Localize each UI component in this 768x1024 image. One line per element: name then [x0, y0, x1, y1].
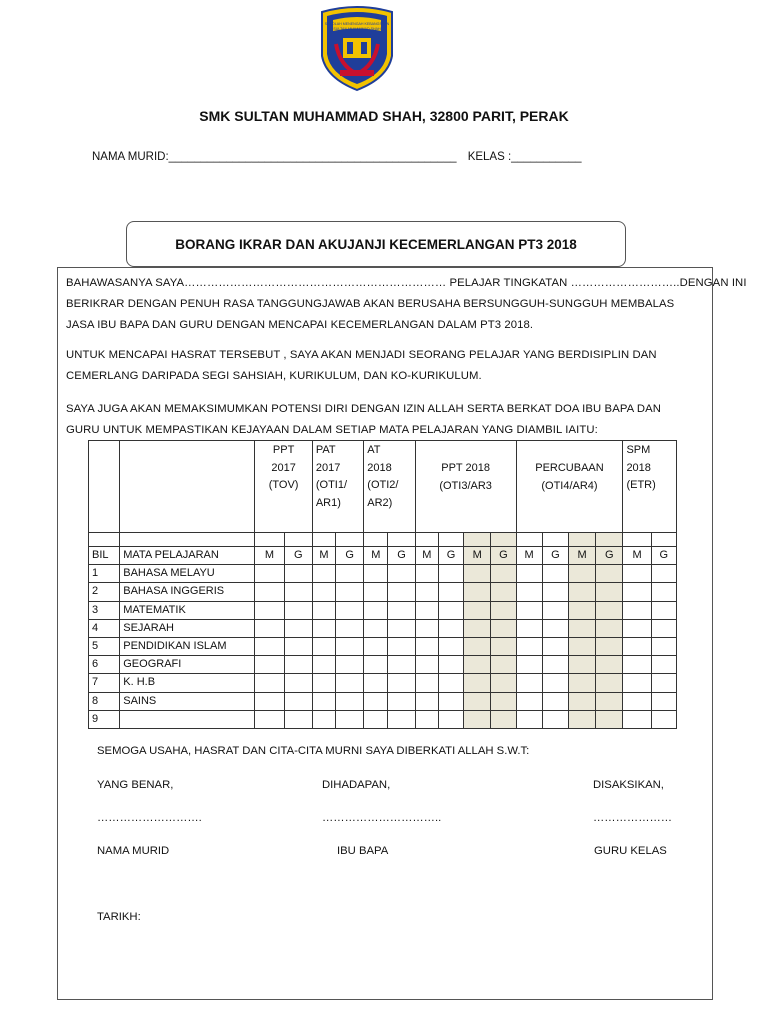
header-percubaan-line: (OTI4/AR4): [541, 479, 598, 492]
header-pat2017-line: PAT: [315, 444, 336, 456]
spacer-cell: [596, 533, 623, 547]
grade-col-header: G: [336, 547, 364, 565]
bil-header: BIL: [89, 547, 120, 565]
header-spm2018: [623, 441, 677, 533]
school-crest-logo: [318, 4, 396, 92]
grade-cell[interactable]: [284, 692, 312, 710]
grade-cell[interactable]: [491, 619, 516, 637]
marks-cell[interactable]: [516, 674, 542, 692]
grade-cell[interactable]: [336, 692, 364, 710]
grade-cell[interactable]: [438, 619, 463, 637]
student-name-label: NAMA MURID:: [92, 151, 169, 163]
class-label: KELAS :: [467, 151, 512, 163]
header-spm2018-line: SPM: [626, 444, 651, 456]
marks-cell[interactable]: [255, 674, 284, 692]
marks-cell[interactable]: [623, 674, 651, 692]
marks-cell[interactable]: [415, 583, 438, 601]
sig-teacher-salutation: DISAKSIKAN,: [593, 779, 664, 791]
marks-cell[interactable]: [568, 583, 595, 601]
header-ppt2017-line: PPT: [272, 444, 295, 456]
marks-cell[interactable]: [415, 710, 438, 728]
grade-cell[interactable]: [542, 601, 568, 619]
spacer-cell: [255, 533, 284, 547]
marks-col-header: M: [255, 547, 284, 565]
marks-cell[interactable]: [364, 565, 388, 583]
grade-cell[interactable]: [438, 601, 463, 619]
header-at2018-line: AR2): [367, 496, 393, 509]
subject-header: MATA PELAJARAN: [120, 547, 255, 565]
marks-cell[interactable]: [623, 565, 651, 583]
header-ppt2018-line: PPT 2018: [441, 462, 490, 474]
subject-name: PENDIDIKAN ISLAM: [120, 637, 255, 655]
subject-name: BAHASA MELAYU: [120, 565, 255, 583]
marks-cell[interactable]: [464, 637, 491, 655]
marks-cell[interactable]: [312, 619, 335, 637]
grade-cell[interactable]: [336, 674, 364, 692]
grade-cell[interactable]: [596, 692, 623, 710]
subject-name: K. H.B: [120, 674, 255, 692]
header-at2018-line: 2018: [367, 461, 392, 474]
grade-cell[interactable]: [438, 710, 463, 728]
pledge-paragraph-1: [66, 273, 747, 336]
grade-cell[interactable]: [491, 583, 516, 601]
marks-col-header: M: [568, 547, 595, 565]
grade-cell[interactable]: [284, 710, 312, 728]
marks-cell[interactable]: [464, 565, 491, 583]
grade-cell[interactable]: [284, 674, 312, 692]
header-ppt2017-line: (TOV): [268, 479, 299, 491]
sig-teacher-role: GURU KELAS: [594, 845, 667, 857]
subject-name: [120, 710, 255, 728]
spacer-cell: [312, 533, 335, 547]
marks-cell[interactable]: [312, 656, 335, 674]
grade-cell[interactable]: [596, 656, 623, 674]
marks-cell[interactable]: [623, 637, 651, 655]
marks-cell[interactable]: [364, 637, 388, 655]
marks-cell[interactable]: [568, 619, 595, 637]
grade-cell[interactable]: [651, 583, 676, 601]
grade-cell[interactable]: [388, 656, 415, 674]
marks-cell[interactable]: [255, 583, 284, 601]
marks-cell[interactable]: [255, 619, 284, 637]
grade-cell[interactable]: [542, 710, 568, 728]
marks-cell[interactable]: [516, 637, 542, 655]
student-name-line: [92, 151, 582, 163]
grade-cell[interactable]: [388, 710, 415, 728]
header-pat2017-line: AR1): [315, 496, 341, 509]
header-pat2017-line: 2017: [315, 461, 341, 474]
subject-name: SAINS: [120, 692, 255, 710]
sig-parent-dots: …………………………..: [322, 812, 442, 824]
marks-cell[interactable]: [516, 656, 542, 674]
subject-name: SEJARAH: [120, 619, 255, 637]
row-number: 9: [89, 710, 120, 728]
header-ppt2017: [255, 441, 312, 533]
grade-cell[interactable]: [651, 674, 676, 692]
marks-cell[interactable]: [255, 656, 284, 674]
sig-parent-salutation: DIHADAPAN,: [322, 779, 391, 791]
grade-cell[interactable]: [336, 637, 364, 655]
row-number: 6: [89, 656, 120, 674]
sig-student-dots: ……………………….: [97, 812, 202, 824]
grade-col-header: G: [596, 547, 623, 565]
grade-cell[interactable]: [388, 692, 415, 710]
paragraph-line: GURU UNTUK MEMPASTIKAN KEJAYAAN DALAM SETIAP MATA PELAJARAN YANG DIAMBIL IAITU:: [66, 424, 598, 436]
header-blank-subject: [120, 441, 255, 533]
row-number: 4: [89, 619, 120, 637]
sig-parent-role: IBU BAPA: [337, 845, 389, 857]
subject-row: [89, 565, 677, 583]
grade-cell[interactable]: [388, 619, 415, 637]
grade-cell[interactable]: [542, 637, 568, 655]
crest-top-text: SEKOLAH MENENGAH KEBANGSAAN: [324, 22, 390, 26]
subject-name: BAHASA INGGERIS: [120, 583, 255, 601]
spacer-cell: [438, 533, 463, 547]
paragraph-line: CEMERLANG DARIPADA SEGI SAHSIAH, KURIKULUM, DAN KO-KURIKULUM.: [66, 370, 482, 382]
marks-cell[interactable]: [623, 656, 651, 674]
spacer-cell: [120, 533, 255, 547]
grade-cell[interactable]: [596, 674, 623, 692]
grade-cell[interactable]: [438, 583, 463, 601]
row-number: 2: [89, 583, 120, 601]
grade-cell[interactable]: [491, 692, 516, 710]
marks-cell[interactable]: [568, 710, 595, 728]
marks-col-header: M: [623, 547, 651, 565]
grade-cell[interactable]: [542, 583, 568, 601]
marks-cell[interactable]: [623, 601, 651, 619]
paragraph-line: BAHAWASANYA SAYA…………………………………………………………… PELAJAR TINGKATAN ………………………..DENGAN INI: [66, 277, 747, 289]
spacer-cell: [542, 533, 568, 547]
grade-cell[interactable]: [542, 656, 568, 674]
marks-cell[interactable]: [568, 637, 595, 655]
marks-cell[interactable]: [568, 565, 595, 583]
marks-cell[interactable]: [415, 637, 438, 655]
subject-row: [89, 619, 677, 637]
marks-cell[interactable]: [464, 710, 491, 728]
spacer-cell: [516, 533, 542, 547]
grade-col-header: G: [542, 547, 568, 565]
header-at2018-line: (OTI2/: [367, 479, 399, 491]
grade-cell[interactable]: [336, 565, 364, 583]
marks-col-header: M: [464, 547, 491, 565]
marks-cell[interactable]: [364, 656, 388, 674]
marks-cell[interactable]: [464, 601, 491, 619]
marks-cell[interactable]: [568, 656, 595, 674]
class-blank: ___________: [511, 151, 582, 163]
grade-cell[interactable]: [336, 656, 364, 674]
subject-name: GEOGRAFI: [120, 656, 255, 674]
sig-teacher-dots: …………………: [593, 812, 673, 824]
spacer-cell: [491, 533, 516, 547]
marks-cell[interactable]: [464, 583, 491, 601]
marks-cell[interactable]: [415, 656, 438, 674]
marks-cell[interactable]: [364, 583, 388, 601]
header-pat2017: [312, 441, 363, 533]
marks-cell[interactable]: [255, 601, 284, 619]
spacer-cell: [89, 533, 120, 547]
marks-cell[interactable]: [623, 583, 651, 601]
header-percubaan: [516, 441, 623, 533]
row-number: 8: [89, 692, 120, 710]
marks-cell[interactable]: [255, 710, 284, 728]
grade-cell[interactable]: [542, 674, 568, 692]
spacer-cell: [651, 533, 676, 547]
grade-cell[interactable]: [336, 601, 364, 619]
grade-cell[interactable]: [596, 565, 623, 583]
header-blank-bil: [89, 441, 120, 533]
paragraph-line: SAYA JUGA AKAN MEMAKSIMUMKAN POTENSI DIRI DENGAN IZIN ALLAH SERTA BERKAT DOA IBU BAPA DAN: [66, 403, 662, 415]
grade-cell[interactable]: [491, 710, 516, 728]
subject-row: [89, 692, 677, 710]
grade-cell[interactable]: [542, 619, 568, 637]
spacer-cell: [464, 533, 491, 547]
grade-cell[interactable]: [651, 601, 676, 619]
paragraph-line: JASA IBU BAPA DAN GURU DENGAN MENCAPAI KECEMERLANGAN DALAM PT3 2018.: [66, 319, 534, 331]
grade-cell[interactable]: [438, 565, 463, 583]
header-ppt2018-line: (OTI3/AR3: [439, 479, 492, 492]
spacer-cell: [388, 533, 415, 547]
grade-cell[interactable]: [596, 601, 623, 619]
grade-cell[interactable]: [438, 692, 463, 710]
grade-cell[interactable]: [284, 565, 312, 583]
marks-cell[interactable]: [568, 674, 595, 692]
marks-cell[interactable]: [312, 565, 335, 583]
subject-row: [89, 710, 677, 728]
grade-cell[interactable]: [438, 637, 463, 655]
row-number: 5: [89, 637, 120, 655]
grade-cell[interactable]: [596, 710, 623, 728]
spacer-cell: [415, 533, 438, 547]
sig-student-salutation: YANG BENAR,: [97, 779, 174, 791]
marks-cell[interactable]: [415, 619, 438, 637]
grade-col-header: G: [438, 547, 463, 565]
marks-cell[interactable]: [516, 710, 542, 728]
grade-cell[interactable]: [651, 637, 676, 655]
grade-cell[interactable]: [284, 619, 312, 637]
grade-cell[interactable]: [596, 583, 623, 601]
subject-grade-table: [88, 440, 677, 729]
marks-cell[interactable]: [415, 565, 438, 583]
grade-cell[interactable]: [596, 637, 623, 655]
marks-cell[interactable]: [623, 619, 651, 637]
grade-cell[interactable]: [491, 637, 516, 655]
header-pat2017-line: (OTI1/: [315, 479, 348, 491]
student-name-blank: _____________________________________________: [168, 151, 457, 163]
marks-cell[interactable]: [464, 619, 491, 637]
marks-col-header: M: [312, 547, 335, 565]
grade-cell[interactable]: [491, 601, 516, 619]
marks-cell[interactable]: [255, 637, 284, 655]
form-title-box: [126, 221, 626, 267]
subject-row: [89, 637, 677, 655]
spacer-cell: [623, 533, 651, 547]
marks-cell[interactable]: [464, 674, 491, 692]
grade-cell[interactable]: [388, 674, 415, 692]
grade-cell[interactable]: [438, 656, 463, 674]
marks-cell[interactable]: [364, 674, 388, 692]
row-number: 3: [89, 601, 120, 619]
grade-cell[interactable]: [491, 656, 516, 674]
marks-cell[interactable]: [312, 583, 335, 601]
marks-cell[interactable]: [415, 601, 438, 619]
marks-cell[interactable]: [415, 674, 438, 692]
marks-cell[interactable]: [364, 601, 388, 619]
grade-cell[interactable]: [284, 601, 312, 619]
subject-name: MATEMATIK: [120, 601, 255, 619]
grade-cell[interactable]: [284, 637, 312, 655]
marks-col-header: M: [516, 547, 542, 565]
spacer-cell: [568, 533, 595, 547]
crest-mid-text: SULTAN MUHAMMAD SHAH: [333, 27, 381, 31]
marks-cell[interactable]: [516, 601, 542, 619]
grade-col-header: G: [284, 547, 312, 565]
marks-cell[interactable]: [312, 674, 335, 692]
marks-cell[interactable]: [255, 692, 284, 710]
grade-col-header: G: [651, 547, 676, 565]
grade-cell[interactable]: [388, 637, 415, 655]
sig-student-role: NAMA MURID: [97, 845, 170, 857]
marks-cell[interactable]: [364, 692, 388, 710]
grade-cell[interactable]: [284, 583, 312, 601]
header-spm2018-line: 2018: [626, 461, 651, 474]
grade-cell[interactable]: [651, 565, 676, 583]
marks-cell[interactable]: [516, 692, 542, 710]
marks-col-header: M: [364, 547, 388, 565]
grade-cell[interactable]: [542, 692, 568, 710]
grade-cell[interactable]: [284, 656, 312, 674]
pledge-paragraph-3: [66, 399, 706, 441]
grade-cell[interactable]: [651, 619, 676, 637]
row-number: 7: [89, 674, 120, 692]
marks-cell[interactable]: [516, 583, 542, 601]
grade-cell[interactable]: [542, 565, 568, 583]
closing-statement: SEMOGA USAHA, HASRAT DAN CITA-CITA MURNI SAYA DIBERKATI ALLAH S.W.T:: [97, 745, 530, 757]
marks-cell[interactable]: [623, 692, 651, 710]
marks-col-header: M: [415, 547, 438, 565]
marks-cell[interactable]: [568, 692, 595, 710]
header-ppt2017-line: 2017: [271, 461, 296, 474]
spacer-cell: [284, 533, 312, 547]
subject-row: [89, 583, 677, 601]
header-spm2018-line: (ETR): [626, 479, 656, 491]
pledge-paragraph-2: [66, 345, 706, 387]
paragraph-line: BERIKRAR DENGAN PENUH RASA TANGGUNGJAWAB AKAN BERUSAHA BERSUNGGUH-SUNGGUH MEMBALAS: [66, 298, 675, 310]
marks-cell[interactable]: [255, 565, 284, 583]
marks-cell[interactable]: [312, 637, 335, 655]
grade-cell[interactable]: [388, 583, 415, 601]
header-at2018-line: AT: [367, 444, 381, 456]
marks-cell[interactable]: [364, 710, 388, 728]
marks-cell[interactable]: [464, 656, 491, 674]
grade-cell[interactable]: [596, 619, 623, 637]
spacer-cell: [336, 533, 364, 547]
grade-cell[interactable]: [651, 656, 676, 674]
marks-cell[interactable]: [312, 710, 335, 728]
header-ppt2018: [415, 441, 516, 533]
marks-cell[interactable]: [464, 692, 491, 710]
grade-cell[interactable]: [388, 601, 415, 619]
spacer-cell: [364, 533, 388, 547]
date-label: TARIKH:: [97, 911, 141, 923]
grade-cell[interactable]: [438, 674, 463, 692]
grade-col-header: G: [388, 547, 415, 565]
subject-row: [89, 601, 677, 619]
grade-cell[interactable]: [491, 565, 516, 583]
grade-cell[interactable]: [336, 710, 364, 728]
grade-col-header: G: [491, 547, 516, 565]
header-at2018: [364, 441, 415, 533]
marks-cell[interactable]: [516, 619, 542, 637]
grade-cell[interactable]: [336, 583, 364, 601]
grade-cell[interactable]: [388, 565, 415, 583]
grade-cell[interactable]: [336, 619, 364, 637]
subject-row: [89, 674, 677, 692]
grade-cell[interactable]: [491, 674, 516, 692]
marks-cell[interactable]: [623, 710, 651, 728]
marks-cell[interactable]: [312, 601, 335, 619]
school-name: SMK SULTAN MUHAMMAD SHAH, 32800 PARIT, PERAK: [199, 108, 569, 124]
marks-cell[interactable]: [568, 601, 595, 619]
subject-row: [89, 656, 677, 674]
grade-cell[interactable]: [651, 692, 676, 710]
grade-cell[interactable]: [651, 710, 676, 728]
marks-cell[interactable]: [364, 619, 388, 637]
marks-cell[interactable]: [516, 565, 542, 583]
marks-cell[interactable]: [312, 692, 335, 710]
header-percubaan-line: PERCUBAAN: [535, 462, 604, 474]
marks-cell[interactable]: [415, 692, 438, 710]
paragraph-line: UNTUK MENCAPAI HASRAT TERSEBUT , SAYA AKAN MENJADI SEORANG PELAJAR YANG BERDISIPLIN DAN: [66, 349, 657, 361]
form-title: BORANG IKRAR DAN AKUJANJI KECEMERLANGAN PT3 2018: [175, 236, 577, 252]
row-number: 1: [89, 565, 120, 583]
